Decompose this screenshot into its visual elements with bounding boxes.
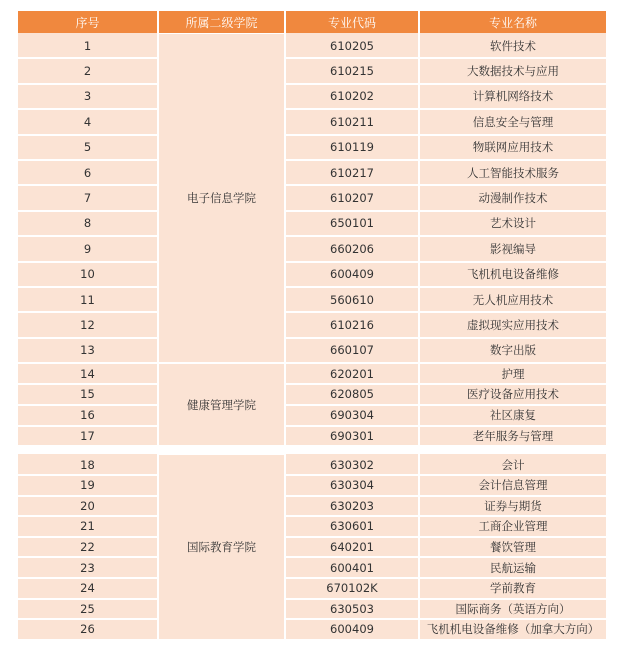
major-code: 610211	[286, 109, 418, 134]
major-code: 610119	[286, 135, 418, 160]
row-divider	[420, 495, 606, 497]
table-row	[18, 405, 606, 426]
row-number: 15	[18, 384, 157, 405]
row-divider	[286, 425, 418, 427]
table-row	[18, 557, 606, 578]
row-number: 13	[18, 338, 157, 363]
row-divider	[420, 425, 606, 427]
header-college: 所属二级学院	[159, 11, 284, 33]
row-divider	[18, 515, 157, 517]
row-divider	[18, 556, 157, 558]
table-row	[18, 338, 606, 363]
row-divider	[420, 383, 606, 385]
row-divider	[286, 210, 418, 212]
row-divider	[420, 184, 606, 186]
major-name: 物联网应用技术	[420, 135, 606, 160]
row-divider	[18, 404, 157, 406]
major-code: 600401	[286, 557, 418, 578]
row-number: 9	[18, 236, 157, 261]
group-divider	[18, 445, 606, 447]
row-divider	[420, 337, 606, 339]
row-number: 1	[18, 33, 157, 58]
row-divider	[286, 83, 418, 85]
row-number: 20	[18, 496, 157, 517]
major-code: 610217	[286, 160, 418, 185]
major-name: 飞机机电设备维修（加拿大方向）	[420, 619, 606, 640]
major-code: 620805	[286, 384, 418, 405]
row-number: 14	[18, 363, 157, 384]
row-divider	[286, 618, 418, 620]
major-code: 640201	[286, 537, 418, 558]
row-divider	[18, 83, 157, 85]
row-number: 11	[18, 287, 157, 312]
row-divider	[420, 134, 606, 136]
major-code: 560610	[286, 287, 418, 312]
row-divider	[18, 286, 157, 288]
major-code: 630203	[286, 496, 418, 517]
table-row	[18, 287, 606, 312]
row-number: 24	[18, 578, 157, 599]
row-divider	[18, 57, 157, 59]
major-code: 670102K	[286, 578, 418, 599]
major-code: 630601	[286, 516, 418, 537]
row-divider	[420, 108, 606, 110]
college-cell: 健康管理学院	[159, 364, 284, 445]
row-divider	[18, 337, 157, 339]
row-number: 19	[18, 475, 157, 496]
major-name: 软件技术	[420, 33, 606, 58]
table-row	[18, 426, 606, 447]
table-row	[18, 516, 606, 537]
row-number: 8	[18, 211, 157, 236]
row-divider	[286, 311, 418, 313]
row-divider	[420, 556, 606, 558]
table-row	[18, 619, 606, 640]
major-name: 艺术设计	[420, 211, 606, 236]
table-row	[18, 312, 606, 337]
row-number: 12	[18, 312, 157, 337]
row-divider	[18, 577, 157, 579]
row-number: 25	[18, 599, 157, 620]
major-code: 630503	[286, 599, 418, 620]
major-code: 620201	[286, 363, 418, 384]
row-divider	[18, 108, 157, 110]
row-divider	[420, 311, 606, 313]
major-name: 医疗设备应用技术	[420, 384, 606, 405]
row-divider	[286, 134, 418, 136]
group-divider	[18, 639, 606, 641]
major-code: 600409	[286, 619, 418, 640]
major-name: 会计	[420, 454, 606, 475]
row-divider	[286, 159, 418, 161]
major-code: 610216	[286, 312, 418, 337]
row-divider	[286, 108, 418, 110]
row-divider	[18, 383, 157, 385]
college-cell: 国际教育学院	[159, 455, 284, 638]
row-divider	[286, 577, 418, 579]
row-number: 2	[18, 58, 157, 83]
row-divider	[420, 83, 606, 85]
major-code: 630302	[286, 454, 418, 475]
table-row	[18, 363, 606, 384]
row-number: 7	[18, 185, 157, 210]
row-divider	[18, 425, 157, 427]
table-row	[18, 537, 606, 558]
table-row	[18, 599, 606, 620]
major-code: 630304	[286, 475, 418, 496]
major-name: 民航运输	[420, 557, 606, 578]
row-divider	[420, 404, 606, 406]
major-name: 证券与期货	[420, 496, 606, 517]
major-name: 工商企业管理	[420, 516, 606, 537]
row-divider	[420, 536, 606, 538]
major-name: 人工智能技术服务	[420, 160, 606, 185]
row-divider	[18, 618, 157, 620]
major-name: 计算机网络技术	[420, 84, 606, 109]
major-name: 学前教育	[420, 578, 606, 599]
major-name: 老年服务与管理	[420, 426, 606, 447]
row-divider	[420, 57, 606, 59]
major-name: 飞机机电设备维修	[420, 262, 606, 287]
table-row	[18, 84, 606, 109]
row-divider	[18, 159, 157, 161]
row-divider	[18, 495, 157, 497]
row-number: 23	[18, 557, 157, 578]
header-code: 专业代码	[286, 11, 418, 33]
major-name: 信息安全与管理	[420, 109, 606, 134]
major-code: 600409	[286, 262, 418, 287]
row-divider	[286, 515, 418, 517]
major-name: 会计信息管理	[420, 475, 606, 496]
major-name: 无人机应用技术	[420, 287, 606, 312]
row-number: 18	[18, 454, 157, 475]
row-divider	[286, 235, 418, 237]
row-divider	[420, 577, 606, 579]
major-code: 690301	[286, 426, 418, 447]
table-row	[18, 185, 606, 210]
row-divider	[286, 57, 418, 59]
row-divider	[420, 210, 606, 212]
major-name: 数字出版	[420, 338, 606, 363]
row-divider	[420, 618, 606, 620]
row-divider	[286, 383, 418, 385]
row-divider	[420, 598, 606, 600]
table-row	[18, 135, 606, 160]
major-name: 餐饮管理	[420, 537, 606, 558]
table-row	[18, 211, 606, 236]
group-divider	[18, 362, 606, 364]
row-divider	[18, 598, 157, 600]
row-divider	[18, 536, 157, 538]
row-divider	[18, 261, 157, 263]
row-divider	[286, 404, 418, 406]
row-divider	[286, 184, 418, 186]
major-name: 大数据技术与应用	[420, 58, 606, 83]
row-number: 16	[18, 405, 157, 426]
table-row	[18, 578, 606, 599]
table-row	[18, 58, 606, 83]
table-header	[18, 11, 606, 33]
major-code: 610215	[286, 58, 418, 83]
row-divider	[286, 261, 418, 263]
table-row	[18, 496, 606, 517]
row-divider	[18, 474, 157, 476]
row-divider	[18, 311, 157, 313]
row-number: 22	[18, 537, 157, 558]
major-name: 影视编导	[420, 236, 606, 261]
row-number: 6	[18, 160, 157, 185]
row-number: 3	[18, 84, 157, 109]
row-divider	[286, 536, 418, 538]
major-code: 660206	[286, 236, 418, 261]
major-name: 护理	[420, 363, 606, 384]
major-name: 国际商务（英语方向）	[420, 599, 606, 620]
row-number: 26	[18, 619, 157, 640]
major-code: 610207	[286, 185, 418, 210]
major-code: 660107	[286, 338, 418, 363]
major-code: 610205	[286, 33, 418, 58]
row-divider	[286, 337, 418, 339]
header-name: 专业名称	[420, 11, 606, 33]
college-cell: 电子信息学院	[159, 34, 284, 362]
row-number: 4	[18, 109, 157, 134]
row-divider	[18, 210, 157, 212]
row-divider	[286, 598, 418, 600]
table-row	[18, 384, 606, 405]
table-row	[18, 454, 606, 475]
major-name: 虚拟现实应用技术	[420, 312, 606, 337]
major-code: 650101	[286, 211, 418, 236]
row-divider	[420, 286, 606, 288]
row-divider	[286, 286, 418, 288]
table-row	[18, 236, 606, 261]
table-row	[18, 33, 606, 58]
row-number: 21	[18, 516, 157, 537]
row-number: 5	[18, 135, 157, 160]
table-row	[18, 475, 606, 496]
row-divider	[286, 556, 418, 558]
table-row	[18, 262, 606, 287]
row-divider	[420, 474, 606, 476]
row-divider	[420, 515, 606, 517]
row-number: 10	[18, 262, 157, 287]
row-divider	[286, 495, 418, 497]
major-code: 690304	[286, 405, 418, 426]
row-divider	[18, 134, 157, 136]
major-code: 610202	[286, 84, 418, 109]
row-divider	[18, 235, 157, 237]
row-divider	[420, 159, 606, 161]
row-divider	[286, 474, 418, 476]
major-name: 社区康复	[420, 405, 606, 426]
row-divider	[420, 261, 606, 263]
row-divider	[18, 184, 157, 186]
row-divider	[420, 235, 606, 237]
major-name: 动漫制作技术	[420, 185, 606, 210]
table-row	[18, 160, 606, 185]
table-row	[18, 109, 606, 134]
header-no: 序号	[18, 11, 157, 33]
row-number: 17	[18, 426, 157, 447]
